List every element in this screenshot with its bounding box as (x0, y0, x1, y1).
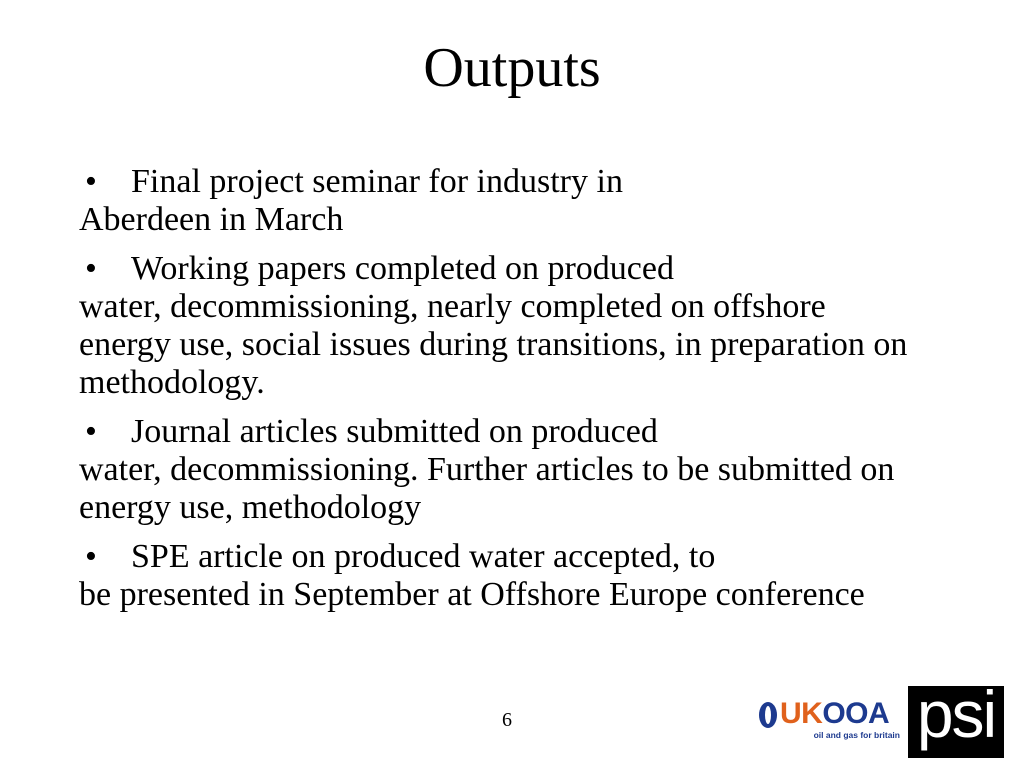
ukooa-ooa-text: OOA (822, 697, 890, 730)
bullet-text-rest: water, decommissioning. Further articles to be submitted on energy use, methodology (79, 451, 895, 526)
bullet-text-first-line: Journal articles submitted on produced (131, 413, 658, 450)
bullet-text-rest: Aberdeen in March (79, 201, 344, 238)
bullet-marker: • (85, 413, 97, 450)
bullet-item (79, 413, 919, 527)
psi-logo-text: psi (916, 677, 996, 751)
ukooa-uk-text: UK (780, 697, 823, 730)
bullet-item (79, 163, 919, 239)
bullet-item (79, 538, 919, 614)
bullet-text-first-line: Working papers completed on produced (131, 250, 674, 287)
psi-logo (908, 677, 1004, 758)
bullet-text-rest: water, decommissioning, nearly completed on offshore energy use, social issues during transitions, in preparation on methodology. (79, 288, 908, 401)
ukooa-wordmark (780, 697, 889, 731)
ukooa-logo (756, 697, 902, 743)
slide-title: Outputs (423, 37, 601, 99)
bullet-item (79, 250, 919, 402)
bullet-text-first-line: SPE article on produced water accepted, to (131, 538, 716, 575)
page-number: 6 (502, 709, 512, 731)
bullet-marker: • (85, 163, 97, 200)
ukooa-tagline: oil and gas for britain (813, 730, 900, 740)
bullet-list (79, 163, 919, 625)
bullet-marker: • (85, 538, 97, 575)
bullet-text-first-line: Final project seminar for industry in (131, 163, 623, 200)
bullet-text-rest: be presented in September at Offshore Europe conference (79, 576, 865, 613)
bullet-marker: • (85, 250, 97, 287)
